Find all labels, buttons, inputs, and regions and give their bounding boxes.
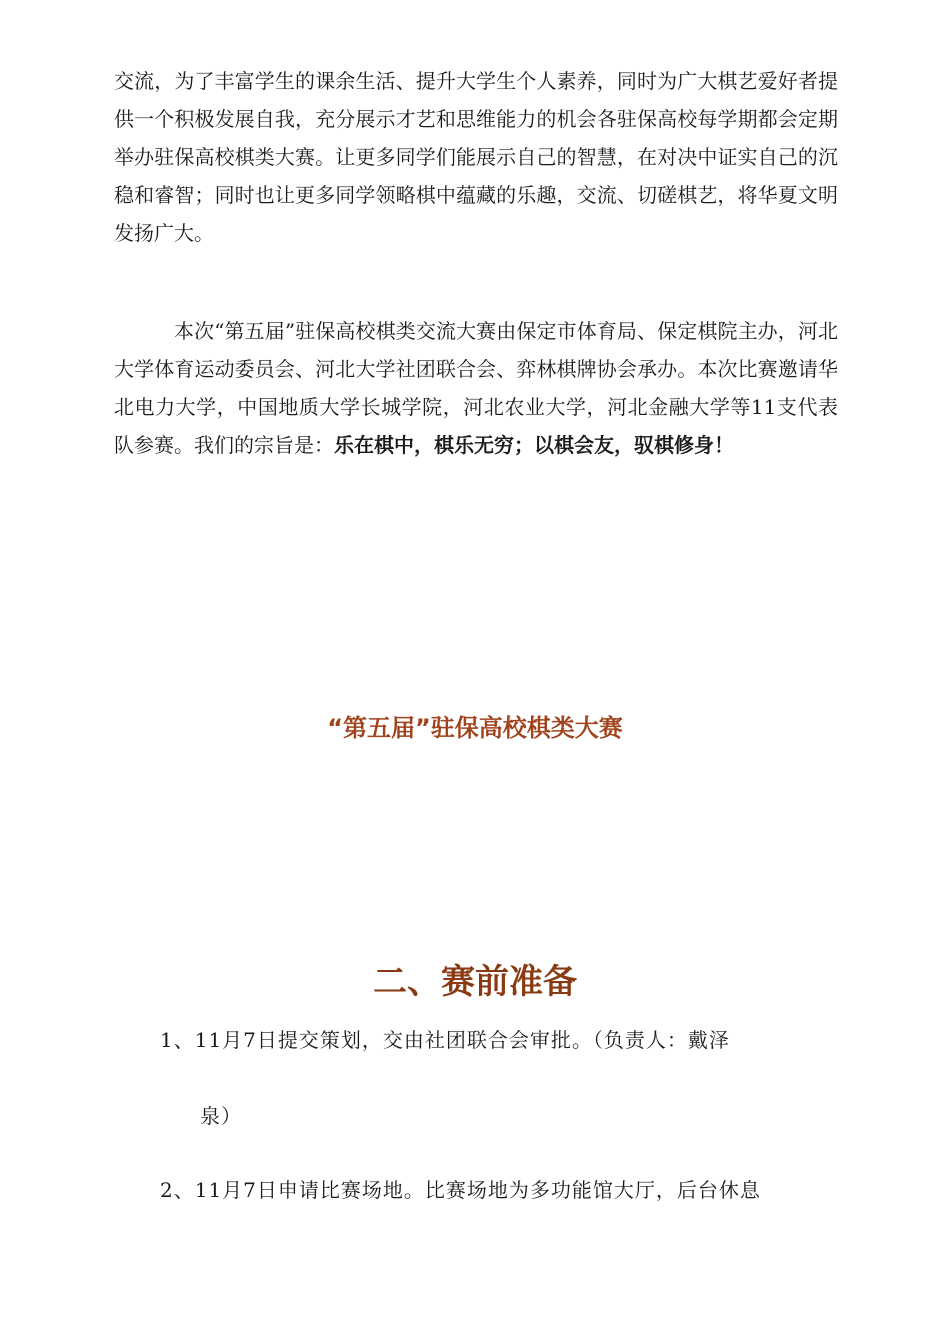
- event-title: “第五届”驻保高校棋类大赛: [327, 714, 623, 742]
- list-item: [160, 1152, 838, 1228]
- event-paragraph: [114, 312, 838, 464]
- section-heading: 二、赛前准备: [373, 962, 577, 1002]
- event-paragraph-text: 本次“第五届”驻保高校棋类交流大赛由保定市体育局、保定棋院主办，河北大学体育运动委员会、河北大学社团联合会、弈林棋牌协会承办。本次比赛邀请华北电力大学，中国地质大学长城学院，河北农业大学，河北金融大学等11支代表队参赛。我们的宗旨是：: [114, 319, 838, 457]
- list-item-line: 1、11月7日提交策划，交由社团联合会审批。（负责人：戴泽: [160, 1028, 730, 1052]
- list-item-continuation: 泉）: [200, 1104, 242, 1128]
- list-item-line: 2、11月7日申请比赛场地。比赛场地为多功能馆大厅，后台休息: [160, 1178, 761, 1202]
- intro-paragraph: 交流，为了丰富学生的课余生活、提升大学生个人素养，同时为广大棋艺爱好者提供一个积极发展自我，充分展示才艺和思维能力的机会各驻保高校每学期都会定期举办驻保高校棋类大赛。让更多同学们能展示自己的智慧，在对决中证实自己的沉稳和睿智；同时也让更多同学领略棋中蕴藏的乐趣，交流、切磋棋艺，将华夏文明发扬广大。: [114, 69, 838, 245]
- list-item: [160, 1002, 838, 1154]
- event-motto: 乐在棋中，棋乐无穷；以棋会友，驭棋修身！: [334, 433, 734, 457]
